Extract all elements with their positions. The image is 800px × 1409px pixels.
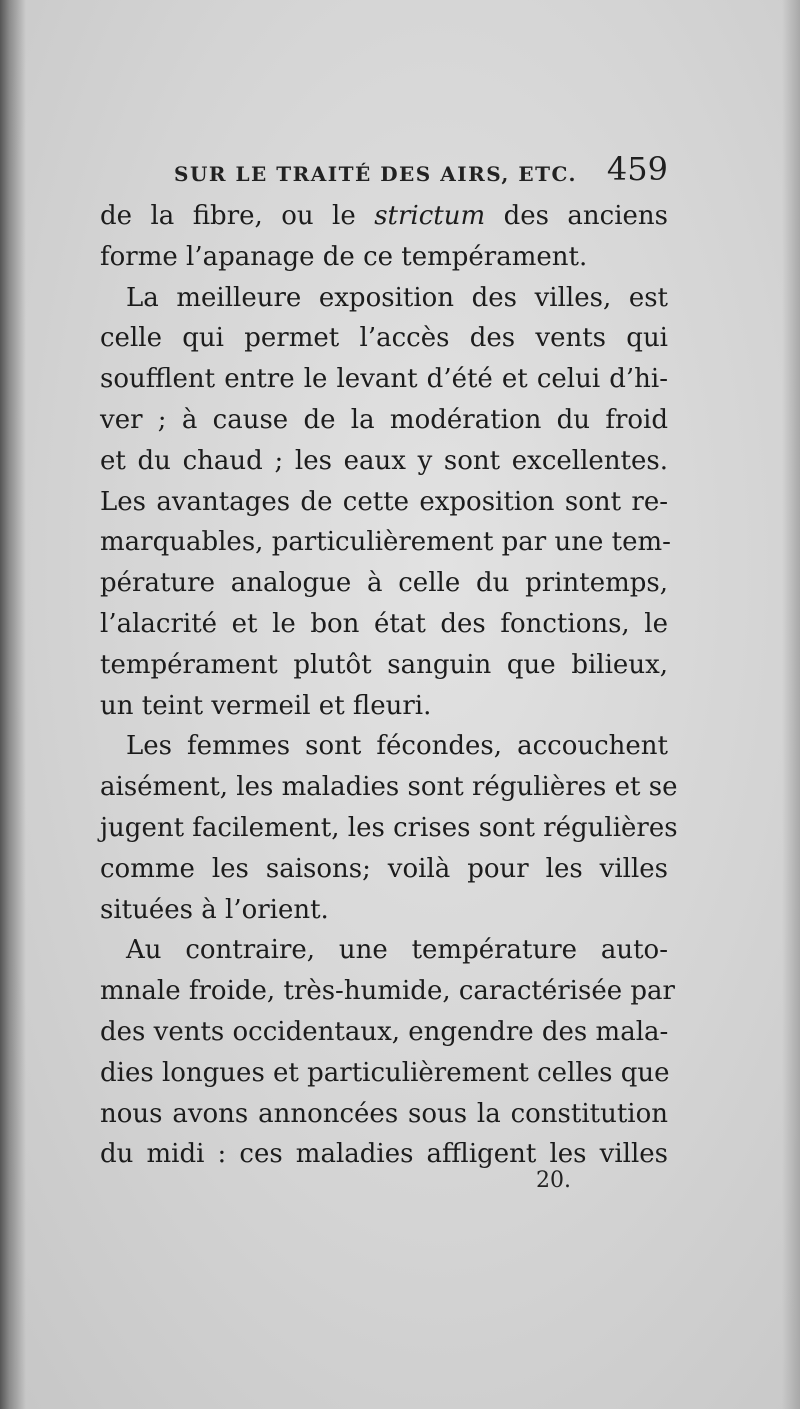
text-line: ver ; à cause de la modération du froid [100, 404, 668, 435]
page-number: 459 [606, 150, 668, 188]
text-line: nous avons annoncées sous la constitution [100, 1098, 668, 1129]
text-line: pérature analogue à celle du printemps, [100, 568, 668, 599]
text-line: mnale froide, très-humide, caractérisée par [100, 976, 675, 1007]
running-title: SUR LE TRAITÉ DES AIRS, ETC. [174, 162, 578, 186]
paragraph-first-line: Au contraire, une température auto- [126, 935, 668, 966]
text-line: un teint vermeil et fleuri. [100, 690, 432, 721]
italic-term: strictum [374, 201, 486, 231]
text-line: jugent facilement, les crises sont régulières [100, 812, 678, 843]
page-header [100, 150, 668, 190]
page-edge-shadow [782, 0, 800, 1409]
text-line: forme l’apanage de ce tempérament. [100, 241, 588, 272]
text-line: soufflent entre le levant d’été et celui d’hi- [100, 364, 668, 395]
text-line: et du chaud ; les eaux y sont excellentes. [100, 445, 668, 476]
text-line: des vents occidentaux, engendre des mala- [100, 1016, 669, 1047]
text-line: aisément, les maladies sont régulières et se [100, 772, 678, 803]
text-line: celle qui permet l’accès des vents qui [100, 323, 668, 354]
text-line: marquables, particulièrement par une tem- [100, 527, 671, 558]
text-line: l’alacrité et le bon état des fonctions, le [100, 608, 668, 639]
text-line: comme les saisons; voilà pour les villes [100, 853, 668, 884]
text-line: situées à l’orient. [100, 894, 329, 925]
text-line: tempérament plutôt sanguin que bilieux, [100, 649, 668, 680]
signature-mark: 20. [536, 1168, 571, 1193]
text-line: de la fibre, ou le strictum des anciens [100, 201, 668, 231]
binding-gutter-shadow [0, 0, 26, 1409]
text-line: Les avantages de cette exposition sont re- [100, 486, 668, 517]
paragraph-first-line: La meilleure exposition des villes, est [126, 282, 668, 313]
paragraph-first-line: Les femmes sont fécondes, accouchent [126, 731, 668, 762]
text-line: du midi : ces maladies affligent les villes [100, 1139, 668, 1170]
text-line: dies longues et particulièrement celles que [100, 1057, 670, 1088]
body-text [100, 196, 678, 1175]
